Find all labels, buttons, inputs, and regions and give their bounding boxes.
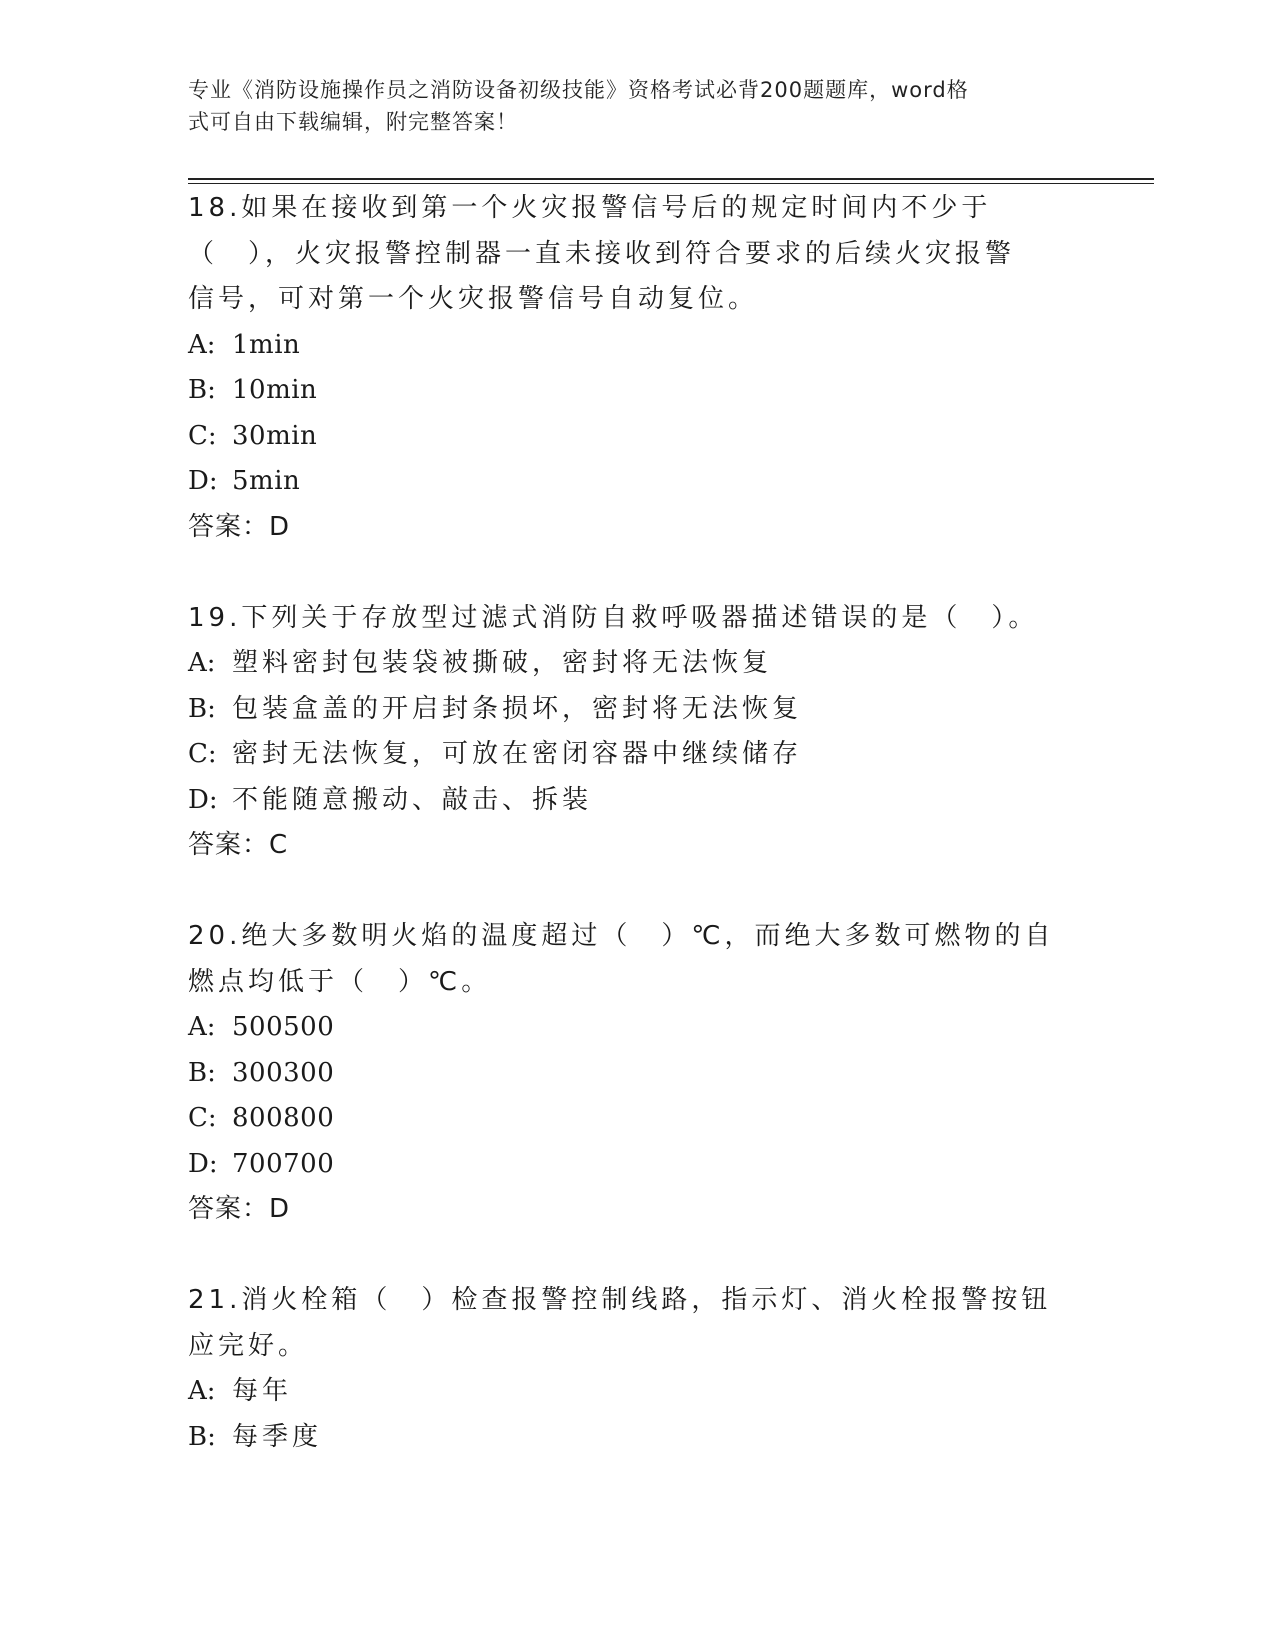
option-value: 包装盒盖的开启封条损坏，密封将无法恢复	[232, 693, 803, 724]
option-key: C:	[188, 1103, 217, 1133]
option-key: A:	[188, 1012, 216, 1042]
option-key: B:	[188, 693, 216, 724]
option-a	[188, 641, 1088, 687]
answer: 答案：C	[188, 830, 289, 860]
header-line-1: 专业《消防设施操作员之消防设备初级技能》资格考试必背200题题库，word格	[188, 78, 969, 102]
option-value: 700700	[232, 1148, 335, 1179]
option-value: 10min	[232, 375, 318, 405]
option-key: D:	[188, 784, 218, 815]
option-key: B:	[188, 375, 216, 405]
option-value: 塑料密封包装袋被撕破，密封将无法恢复	[232, 648, 773, 678]
question-20	[188, 914, 1088, 1233]
option-c	[188, 414, 1088, 460]
option-d	[188, 459, 1088, 505]
option-value: 30min	[232, 420, 318, 451]
question-18	[188, 186, 1088, 550]
spacer	[188, 1233, 1088, 1279]
question-text: 18.如果在接收到第一个火灾报警信号后的规定时间内不少于（ ），火灾报警控制器一直未接收到符合要求的后续火灾报警信号，可对第一个火灾报警信号自动复位。	[188, 193, 1016, 314]
option-value: 800800	[232, 1103, 335, 1133]
option-a	[188, 1005, 1088, 1051]
option-key: B:	[188, 1421, 216, 1452]
option-key: A:	[188, 648, 216, 678]
option-key: D:	[188, 466, 218, 496]
option-a	[188, 1369, 1088, 1415]
option-key: B:	[188, 1057, 216, 1088]
option-value: 不能随意搬动、敲击、拆装	[232, 784, 593, 815]
header-divider-thick	[188, 178, 1154, 180]
question-19	[188, 596, 1088, 869]
question-text: 20.绝大多数明火焰的温度超过（ ）℃，而绝大多数可燃物的自燃点均低于（ ）℃。	[188, 921, 1055, 997]
spacer	[188, 550, 1088, 596]
document-header	[188, 74, 1068, 138]
option-value: 1min	[232, 329, 301, 360]
option-b	[188, 687, 1088, 733]
option-key: A:	[188, 329, 216, 360]
option-value: 每季度	[232, 1421, 323, 1452]
option-a	[188, 323, 1088, 369]
option-value: 500500	[232, 1012, 335, 1042]
question-text: 21.消火栓箱（ ）检查报警控制线路，指示灯、消火栓报警按钮应完好。	[188, 1285, 1052, 1361]
question-list	[188, 186, 1088, 1460]
answer: 答案：D	[188, 511, 291, 542]
option-b	[188, 368, 1088, 414]
option-d	[188, 778, 1088, 824]
question-21	[188, 1278, 1088, 1460]
option-b	[188, 1415, 1088, 1461]
option-key: D:	[188, 1148, 218, 1179]
option-key: C:	[188, 420, 217, 451]
option-value: 300300	[232, 1057, 335, 1088]
answer: 答案：D	[188, 1194, 291, 1224]
option-b	[188, 1051, 1088, 1097]
option-value: 每年	[232, 1376, 293, 1406]
question-text: 19.下列关于存放型过滤式消防自救呼吸器描述错误的是（ ）。	[188, 602, 1039, 633]
option-value: 密封无法恢复，可放在密闭容器中继续储存	[232, 739, 803, 769]
header-divider-thin	[188, 183, 1154, 184]
option-d	[188, 1142, 1088, 1188]
spacer	[188, 869, 1088, 915]
option-value: 5min	[232, 466, 301, 496]
option-key: C:	[188, 739, 217, 769]
option-key: A:	[188, 1376, 216, 1406]
option-c	[188, 1096, 1088, 1142]
option-c	[188, 732, 1088, 778]
header-line-2: 式可自由下载编辑，附完整答案！	[188, 110, 518, 134]
